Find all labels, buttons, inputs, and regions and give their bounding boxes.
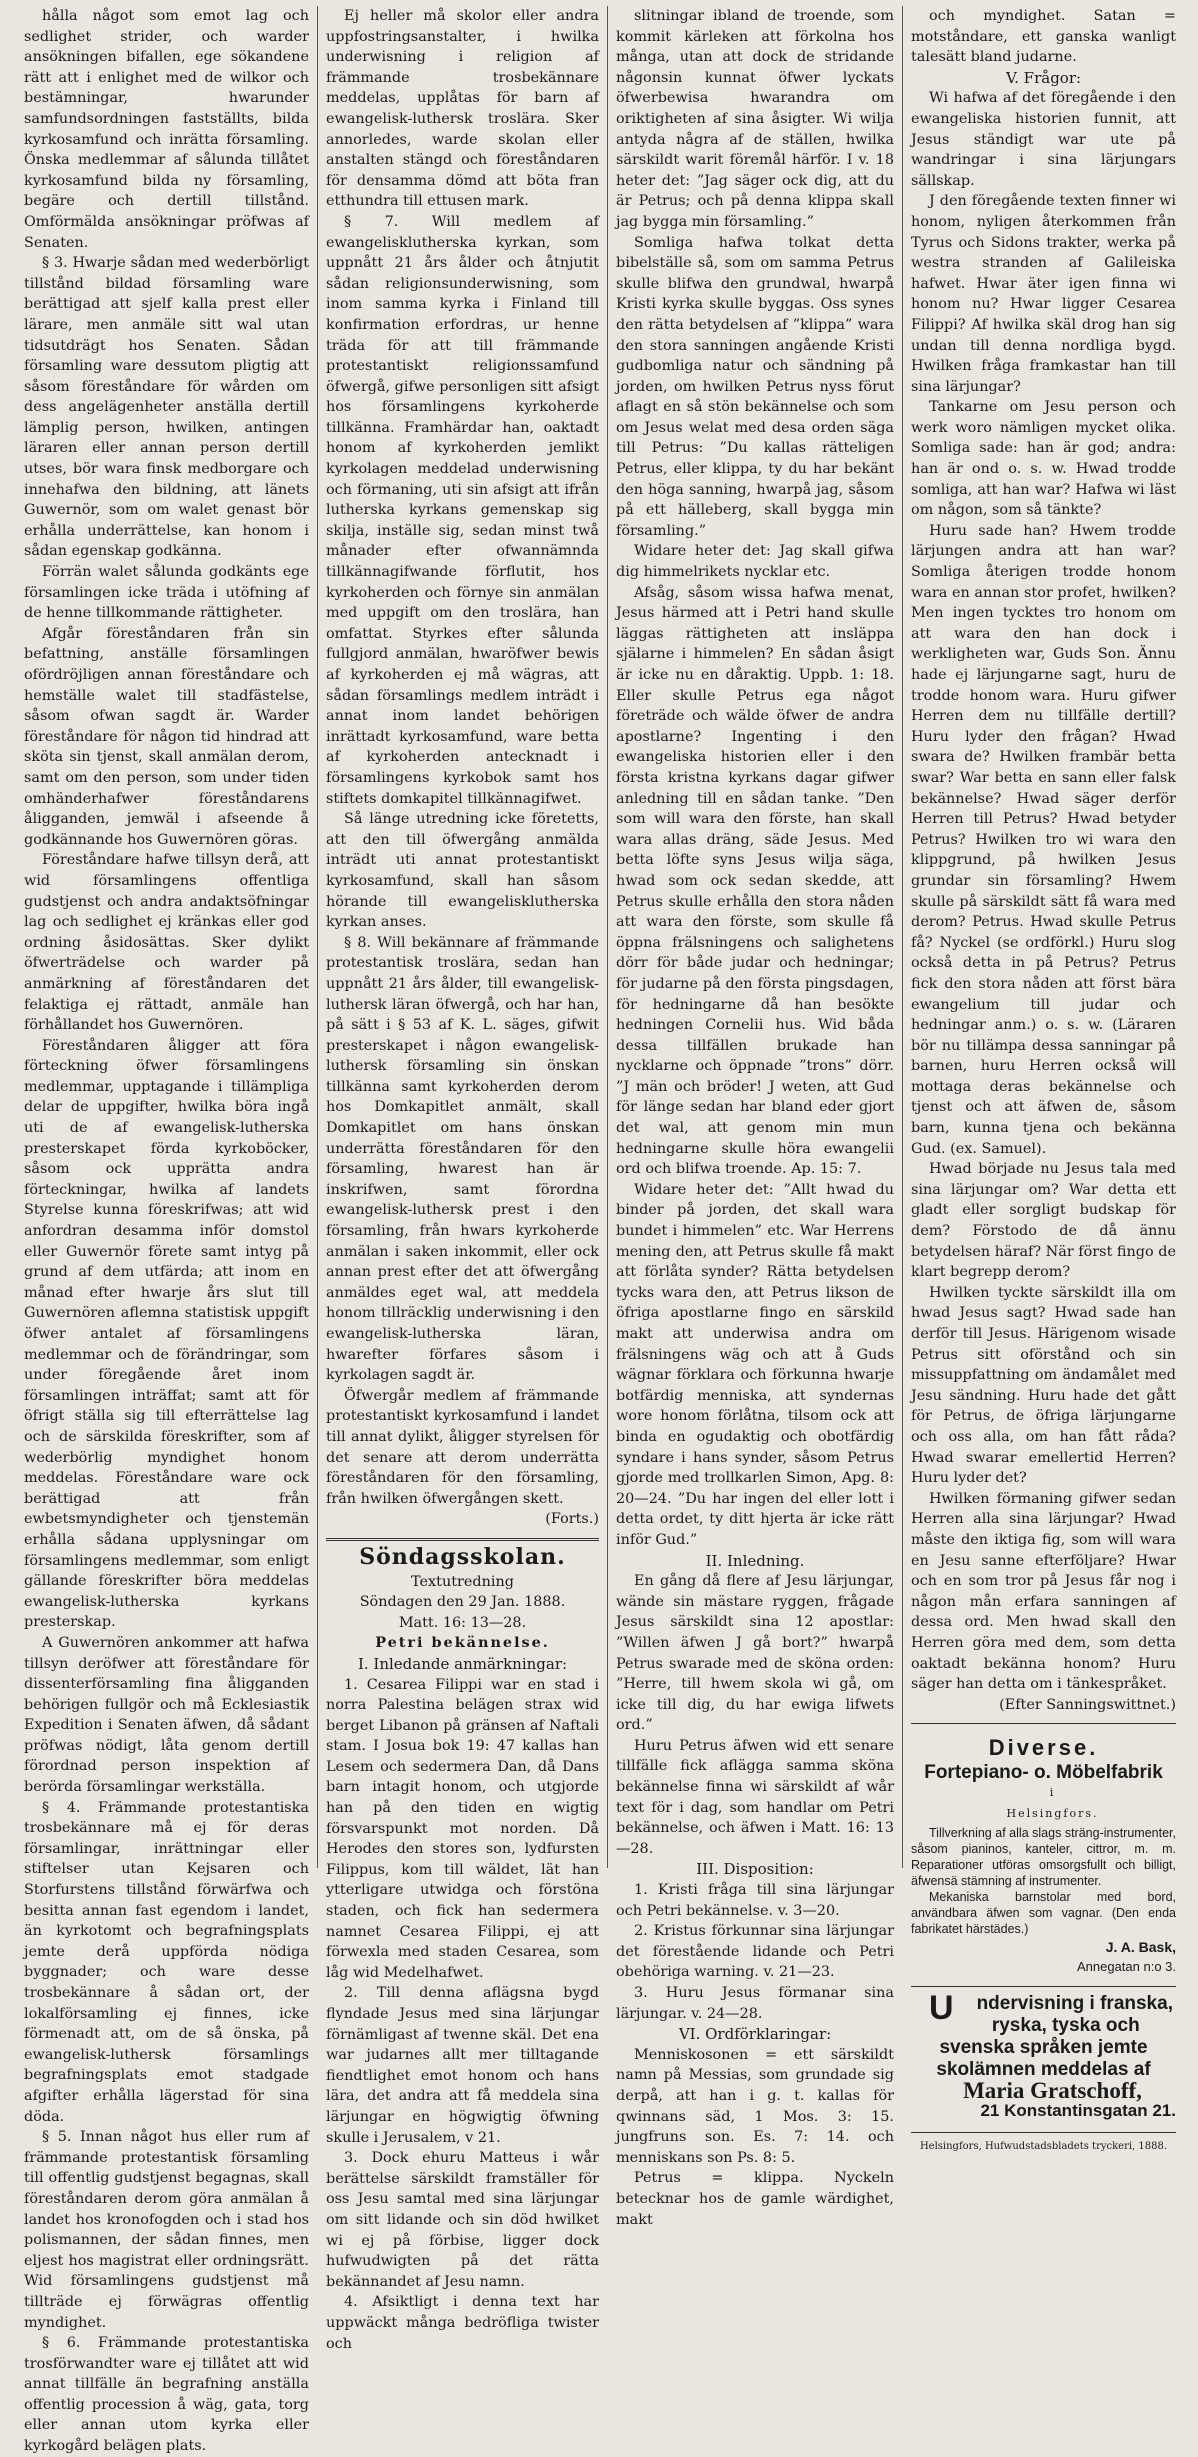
paragraph: hålla något som emot lag och sedlighet strider, och warder ansökningen bifallen, ege sökandene rätt att i enlighet med de wilkor och bestämningar, hwarunder samfundsordningen fastställts, bilda kyrkosamfund och inrätta församling. Önska medlemmar af sålunda tillåtet kyrkosamfund bilda ny församling, begäre och dertill tillstånd. Omförmälda ansökningar pröfwas af Senaten. bbox=[24, 8, 309, 251]
printer-imprint: Helsingfors, Hufwudstadsbladets tryckeri, 1888. bbox=[911, 2132, 1176, 2158]
paragraph: Öfwergår medlem af främmande protestantiskt kyrkosamfund i landet till annat dylikt, åligger styrelsen för det senare att derom underrätta föreståndaren för den församling, från hwilken öfwergången skett. bbox=[326, 1387, 599, 1507]
lesson-title: Petri bekännelse. bbox=[375, 1634, 550, 1652]
section-heading: VI. Ordförklaringar: bbox=[678, 2025, 832, 2044]
list-item: Petrus = klippa. Nyckeln betecknar hos de gamle wärdighet, makt bbox=[616, 2170, 894, 2228]
bible-reference: Matt. 16: 13—28. bbox=[398, 1614, 527, 1631]
paragraph: 3. Dock ehuru Matteus i wår berättelse särskildt framställer för oss Jesu samtal med sina lärjungar om sitt lidande och sin död hwilket wi ej på förbise, ligger dock hufwudwigten på det rätta bekännandet af Jesu namn. bbox=[326, 2150, 599, 2290]
paragraph: Föreståndare hafwe tillsyn derå, att wid församlingens offentliga gudstjenst och andra andaktsöfningar lag och sedlighet ej kränkas eller god ordning åsidosättas. Sker dylikt öfwerträdelse och warder på anmärkning af föreståndaren det felaktiga ej rättadt, anmäle han förhållandet hos Guwernören. bbox=[24, 852, 309, 1034]
ad-address: 21 Konstantinsgatan 21. bbox=[980, 2101, 1176, 2121]
paragraph-section-5: § 5. Innan något hus eller rum af främmande protestantisk församling till offentlig gudstjenst begagnas, skall föreståndaren derom göra anmälan å landet hos kronofogden och i stad hos polismannen, der sådan finnes, men eljest hos magistrat eller ordningsrätt. Wid församlingens gudstjenst må tillträde ej förwägras offentlig myndighet. bbox=[24, 2129, 309, 2331]
paragraph: En gång då flere af Jesu lärjungar, wände sin mästare ryggen, frågade Jesus särskildt sina 12 apostlar: ”Willen äfwen J gå bort?” hwarpå Petrus swarade med de sköna orden: ”Herre, till hwem skola wi gå, om icke till dig, du har ewiga lifwets ord.” bbox=[616, 1573, 894, 1734]
ad-city: Helsingfors. bbox=[1006, 1807, 1099, 1821]
paragraph: 2. Till denna aflägsna bygd flyndade Jesus med sina lärjungar förnämligast af twenne skäl. Det ena war judarnes allt mer tilltagande fiendtlighet emot honom och hans lära, det andra att få meddela sina lärjungar en högwigtig öfwning skulle i Jerusalem, v 21. bbox=[326, 1985, 599, 2146]
section-masthead: Söndagsskolan. bbox=[359, 1543, 566, 1570]
column-1 bbox=[16, 6, 318, 2455]
list-item: Menniskosonen = ett särskildt namn på Messias, som grundade sig derpå, att han i g. t. kallas för qwinnans säd, 1 Mos. 3: 15. jungfruns son. Es. 7: 14. och menniskans son Ps. 8: 5. bbox=[616, 2046, 894, 2166]
paragraph-section-4: § 4. Främmande protestantiska trosbekännare må ej för deras församlingar, inrättningar eller stiftelser utan Kejsaren och Storfurstens tillstånd förwärfwa och besitta annan fast egendom i landet, än kyrkotomt och begrafningsplats jemte derå uppförda nödiga byggnader; och ware desse trosbekännare å sådan ort, der lokalförsamling ej finnes, icke förmenadt att, om de så önska, på ewangelisk-luthersk församlings begrafningsplats emot stadgade afgifter erhålla lägerstad för sina döda. bbox=[24, 1799, 309, 2125]
paragraph: Förrän walet sålunda godkänts ege församlingen icke träda i utöfning af de henne tillkommande rättigheter. bbox=[24, 564, 309, 622]
ad-section-heading: Diverse. bbox=[988, 1735, 1099, 1761]
list-item: 2. Kristus förkunnar sina lärjungar det förestående lidande och Petri obehöriga warning. v. 21—23. bbox=[616, 1923, 894, 1981]
paragraph: Afsåg, såsom wissa hafwa menat, Jesus härmed att i Petri hand skulle läggas rättigheten att insläppa själarne i himmelen? En sådan åsigt är icke nu en dåraktig. Uppb. 1: 18. Eller skulle Petrus ega något företräde och wälde öfwer de andra apostlarne? Ingenting i den ewangeliska historien eller i den första kristna kyrkans dagar gifwer anledning till en sådan tanke. ”Den som will wara den förste, han skall wara allas dräng, säde Jesus. Med betta löfte syns Jesus wilja säga, hwad som ock sedan skedde, att Petrus skulle erhålla den stora nåden att wara den förste, som skulle få öppna frälsningens och salighetens dörr för både judar och hedningar; för judarne på den första pingsdagen, för hedningarne då han besökte hedningen Cornelii hus. Wid båda dessa tillfällen brukade han nycklarne och öppnade ”trons” dörr. ”J män och bröder! J weten, att Gud för länge sedan har bland eder gjort det wal, att genom min mun hedningarne skulle höra ewangelii ord och blifwa troende. Ap. 15: 7. bbox=[616, 584, 894, 1178]
paragraph: A Guwernören ankommer att hafwa tillsyn deröfwer att föreståndare för dissenterförsamling fina åligganden behörigen fullgör och må Ecklesiastik Expedition i Senaten äfwen, då sådant pröfwas nödigt, låta genom dertill förordnad person inspektion af berörda församlingar werkställa. bbox=[24, 1634, 309, 1796]
ad-body: Tillverkning af alla slags sträng-instrumenter, såsom pianinos, kanteler, cittror, m. m. Reparationer utföras omsorgsfullt och billigt, äfwensä stämning af instrumenter. bbox=[911, 1825, 1176, 1888]
drop-cap: U bbox=[929, 1988, 954, 2027]
paragraph: slitningar ibland de troende, som kommit kärleken att förkolna hos många, utan att dock de stridande någonsin kunnat öfwer lyckats öfwerbewisa hwarandra om oriktigheten af sina åsigter. Wi wilja antyda några af de ställen, hwilka särskildt warit föremål härför. I v. 18 heter det: ”Jag säger ock dig, att du är Petrus; och på denna klippa skall jag bygga min församling.” bbox=[616, 8, 894, 230]
ad-title: Fortepiano- o. Möbelfabrik bbox=[924, 1761, 1163, 1783]
column-2 bbox=[318, 6, 608, 2352]
paragraph: 4. Afsiktligt i denna text har uppwäckt många bedröfliga twister och bbox=[326, 2294, 599, 2352]
advertisement-fortepiano bbox=[911, 1723, 1176, 1978]
ad-text bbox=[911, 1988, 1176, 2081]
paragraph: Huru sade han? Hwem trodde lärjungen andra att han war? Somliga återigen trodde honom wara en annan stor profet, hwilken? Men ingen tycktes tro honom om att wara den han dock i werkligheten war, Guds Son. Ännu hade ej lärjungarne sagt, huru de trodde honom wara. Huru gifwer Herren dem nu tillfälle dertill? Huru lyder den frågan? Hwad swara de? Hwilken frambär betta swar? War betta en sann eller falsk bekännelse? Hwad säger derför Herren till Petrus? Hwad betyder Petrus? Hwilken tro wi wara den klippgrund, på hwilken Jesus grundar sin församling? Hwem skulle på särskildt sätt få wara med derom? Petrus. Hwad skulle Petrus få? Nyckel (se ordförkl.) Huru slog också detta in på Petrus? Petrus fick den stora nåden att först bära ewangelium till judar och hedningar anm.) o. s. w. (Läraren bör nu tillämpa dessa sanningar på barnen, huru Herren också will mottaga deras bekännelse och tjenst och att äfwen de, såsom barn, kunna tjena och bekänna Gud. (ex. Samuel). bbox=[911, 522, 1176, 1157]
paragraph: 1. Cesarea Filippi war en stad i norra Palestina belägen strax wid berget Libanon på gränsen af Naftali stam. I Josua bok 19: 47 kallas han Lesem och sedermera Dan, då Dans barn intagit honom, och utgjorde han på den tiden en wigtig försvarspunkt mot norden. Då Herodes den stores son, lydfursten Filippus, kom till wäldet, lät han ytterligare utwidga och förstöna staden, och fick han sedermera namnet Cesarea Filippi, ej att förwexla med staden Cesarea, som låg wid Medelhafwet. bbox=[326, 1676, 599, 1981]
paragraph: Ej heller må skolor eller andra uppfostringsanstalter, i hwilka underwisning i religion af främmande trosbekännare meddelas, upplåtas för barn af ewangelisk-luthersk troslära. Sker annorledes, warde skolan eller anstalten stängd och föreståndaren för densamma dömd att böta fran etthundra till ettusen mark. bbox=[326, 8, 599, 210]
paragraph: Så länge utredning icke företetts, att den till öfwergång anmälda inträdt uti annat protestantiskt kyrkosamfund, skall han såsom hörande till ewangelisklutherska kyrkan anses. bbox=[326, 811, 599, 931]
paragraph: J den föregående texten finner wi honom, nyligen återkommen från Tyrus och Sidons trakter, werka på westra stranden af Galileiska hafwet. Hwar äter igen finna wi honom nu? Hwar ligger Cesarea Filippi? Af hwilka skäl drog han sig undan till denna nordliga bygd. Hwilken fråga framkastar han till sina lärjungar? bbox=[911, 193, 1176, 395]
paragraph: och myndighet. Satan = motståndare, ett ganska wanligt talesätt bland judarne. bbox=[911, 8, 1176, 66]
paragraph: Hwad började nu Jesus tala med sina lärjungar om? War detta ett gladt eller sorgligt budskap för dem? Förstodo de då ännu betydelsen häraf? När först fingo de klart begrepp derom? bbox=[911, 1161, 1176, 1281]
source-note: (Efter Sanningswittnet.) bbox=[999, 1696, 1176, 1713]
ad-advertiser-name: Maria Gratschoff, bbox=[963, 2077, 1142, 2103]
paragraph: Hwilken förmaning gifwer sedan Herren alla sina lärjungar? Hwad måste den iktiga fig, som will wara en Jesu sanne efterföljare? Hwar och en som tror på Jesus får nog i någon mån erfara sanningen af dessa ord. Men hwad skall den Herren göra med dem, som detta oaktadt bekänna honom? Huru säger han detta om i tänkespråket. bbox=[911, 1490, 1176, 1693]
paragraph-section-3: § 3. Hwarje sådan med wederbörligt tillstånd bildad församling ware berättigad att sjelf kalla prest eller lärare, men anmäle sitt wal utan tidsutdrägt hos Senaten. Sådan församling ware dessutom pligtig att såsom föreståndare för wården om dess angelägenheter anställa dertill lämplig person, hwilken, antingen läraren eller annan person dertill utses, bör wara finsk medborgare och innehafwa den bildning, att länets Guwernör, som om walet genast bör erhålla underrättelse, kan honom i sådan egenskap godkänna. bbox=[24, 255, 309, 560]
section-divider bbox=[326, 1538, 599, 1541]
continued-note: (Forts.) bbox=[545, 1511, 599, 1528]
section-heading: II. Inledning. bbox=[705, 1551, 805, 1570]
ad-body: Mekaniska barnstolar med bord, användbara äfwen som vagnar. (Den enda fabrikatet härstädes.) bbox=[911, 1889, 1176, 1936]
paragraph: Somliga hafwa tolkat detta bibelställe så, som om samma Petrus skulle blifwa den grundwal, hwarpå Kristi kyrka skulle byggas. Oss synes den rätta betydelsen af ”klippa” wara den stora sanningen angående Kristi gudbomliga natur och sändning på jorden, om hwilken Petrus nyss förut aflagt en så stön bekännelse och som om Jesus welat med desa orden säga till Petrus: ”Du kallas rätteligen Petrus, eller klippa, ty du har bekänt den höga sanning, hwarpå jag, såsom på ett hälleberg, skall bygga min församling.” bbox=[616, 234, 894, 539]
column-4 bbox=[903, 6, 1184, 2153]
paragraph: Huru Petrus äfwen wid ett senare tillfälle fick aflägga samma sköna bekännelse finna wi särskildt af wår text för i dag, som handlar om Petri bekännelse, och äfwen i Matt. 16: 13—28. bbox=[616, 1737, 894, 1857]
paragraph-section-7: § 7. Will medlem af ewangelisklutherska kyrkan, som uppnått 21 års ålder och åtnjutit sådan religionsunderwisning, som inom samma kyrka i Finland till konfirmation erfordras, ur henne träda för att till främmande protestantiskt religionssamfund öfwergå, gifwe personligen sitt afsigt hos församlingens kyrkoherde tillkänna. Framhärdar han, oaktadt honom af kyrkoherden jemlikt kyrkolagen meddelad underwisning och förmaning, uti sin afsigt att ifrån lutherska kyrkans gemenskap sig skilja, inställe sig, sedan minst twå månader efter ofwannämnda tillkännagifwande förflutit, hos kyrkoherden och förnye sin anmälan med uppgift om den troslära, han omfattat. Styrkes efter sålunda fullgjord anmälan, hwaröfwer bewis af kyrkoherden ej må wägras, att sådan församlings medlem inträdt i annat inom landet behörigen inrättadt kyrkosamfund, ware betta af kyrkoherden antecknadt i församlingens kyrkobok samt hos stiftets domkapitel tillkännagifwet. bbox=[326, 213, 599, 807]
paragraph-section-8: § 8. Will bekännare af främmande protestantisk troslära, sedan han uppnått 21 års ålder, till ewangelisk-luthersk läran öfwergå, och har han, på sätt i § 53 af K. L. säges, gifwit presterskapet i någon ewangelisk-luthersk församling sin önskan tillkänna samt kyrkoherden derom hos Domkapitlet anmält, skall Domkapitlet om hans önskan underrätta föreståndaren för den församling, hwarest han är inskrifwen, samt förordna ewangelisk-luthersk prest i den församling, från hwars kyrkoherde anmälan i saken inkommit, eller ock annan prest efter det att öfwergång anmäldes eget wal, att meddela honom tillräcklig underwisning i den ewangelisk-lutherska läran, hwarefter förfares såsom i kyrkolagen sagdt är. bbox=[326, 934, 599, 1384]
ad-preposition: i bbox=[1049, 1786, 1056, 1800]
section-heading: I. Inledande anmärkningar: bbox=[357, 1654, 568, 1673]
paragraph: Hwilken tyckte särskildt illa om hwad Jesus sagt? Hwad sade han derför till Jesus. Härigenom wisade Petrus sitt oförstånd och sin missuppfattning om ändamålet med Jesu sändning. Huru hade det gått för Petrus, de öfriga lärjungarne och oss alla, om han fått råda? Hwad swarar emellertid Herren? Huru lyder det? bbox=[911, 1284, 1176, 1487]
advertisement-language-lessons bbox=[911, 1986, 1176, 2122]
section-heading: III. Disposition: bbox=[696, 1860, 814, 1879]
ad-advertiser-name: J. A. Bask, bbox=[1105, 1938, 1176, 1955]
column-3 bbox=[608, 6, 903, 2228]
paragraph: Wi hafwa af det föregående i den ewangeliska historien funnit, att Jesus ständigt war ute på wandringar i sina lärjungars sällskap. bbox=[911, 90, 1176, 189]
paragraph: Widare heter det: ”Allt hwad du binder på jorden, det skall wara bundet i himmelen” etc. War Herrens mening den, att Petrus skulle få makt att förlåta synder? Rätta betydelsen tycks wara den, att Petrus likson de öfriga apostlarne fingo en särskild makt att underwisa andra om frälsningens wäg och att å Guds wägnar förklara och förkunna hwarje botfärdig menniska, att syndernas wore honom förlåtna, tilsom ock att binda en ogudaktig och obotfärdig syndare i hans synder, såsom Petrus gjorde med trollkarlen Simon, Apg. 8: 20—24. ”Du har ingen del eller lott i detta ordet, ty ditt hjerta är icke rätt inför Gud.” bbox=[616, 1181, 894, 1548]
list-item: 1. Kristi fråga till sina lärjungar och Petri bekännelse. v. 3—20. bbox=[616, 1882, 894, 1919]
list-item: 3. Huru Jesus förmanar sina lärjungar. v. 24—28. bbox=[616, 1985, 894, 2022]
paragraph: Afgår föreståndaren från sin befattning, anställe församlingen ofördröjligen annan föreståndare och hemställe walet till stadfästelse, såsom ofwan sagdt är. Warder föreståndare för någon tid hindrad att sköta sin tjenst, skall anmälan derom, samt om den person, som under tiden omhänderhafwer föreståndarens åligganden, jemwäl i afseende å godkännande hos Guwernören göras. bbox=[24, 625, 309, 848]
paragraph: Föreståndaren åligger att föra förteckning öfwer församlingens medlemmar, upptagande i tillämpliga delar de uppgifter, hwilka böra ingå uti de af ewangelisk-lutherska presterskapet förda kyrkoböcker, såsom ock upprätta andra förteckningar, hwilka af landets Styrelse kunna föreskrifwas; att wid anfordran desamma inför domstol eller Guwernör förete samt intyg på grund af dem utfärda; att inom en månad efter hwarje års slut till Guwernören aflemna statistisk uppgift öfwer antalet af församlingens medlemmar och de förändringar, som under föregående året inom församlingen inträffat; samt att för öfrigt ställa sig till efterrättelse lag och de särskilda föreskrifter, som af wederbörlig myndighet honom meddelas. Föreståndare ware ock berättigad att från ewbetsmyndigheter och tjenstemän erhålla sådana upplysningar om församlingens medlemmar, som enligt gällande föreskrifter böra meddelas ewangelisk-lutherska kyrkans presterskap. bbox=[24, 1037, 309, 1631]
lesson-date: Söndagen den 29 Jan. 1888. bbox=[359, 1594, 566, 1611]
paragraph: Widare heter det: Jag skall gifwa dig himmelrikets nycklar etc. bbox=[616, 543, 894, 581]
paragraph: Tankarne om Jesu person och werk woro nämligen mycket olika. Somliga sade: han är god; andra: han är ond o. s. w. Hwad trodde somliga, att han war? Hafwa wi läst om någon, som så tänkte? bbox=[911, 399, 1176, 519]
ad-text-body: ndervisning i franska, ryska, tyska och svenska språken jemte skolämnen meddelas af bbox=[936, 1992, 1173, 2080]
subheading: Textutredning bbox=[411, 1573, 514, 1590]
section-heading: V. Frågor: bbox=[1005, 68, 1082, 87]
ad-address: Annegatan n:o 3. bbox=[1076, 1959, 1176, 1975]
paragraph-section-6: § 6. Främmande protestantiska trosförwandter ware ej tillåtet att wid annat tillfälle än begrafning anställa offentlig procession å wäg, gata, torg eller annan utom kyrka eller kyrkogård belägen plats. bbox=[24, 2335, 309, 2455]
